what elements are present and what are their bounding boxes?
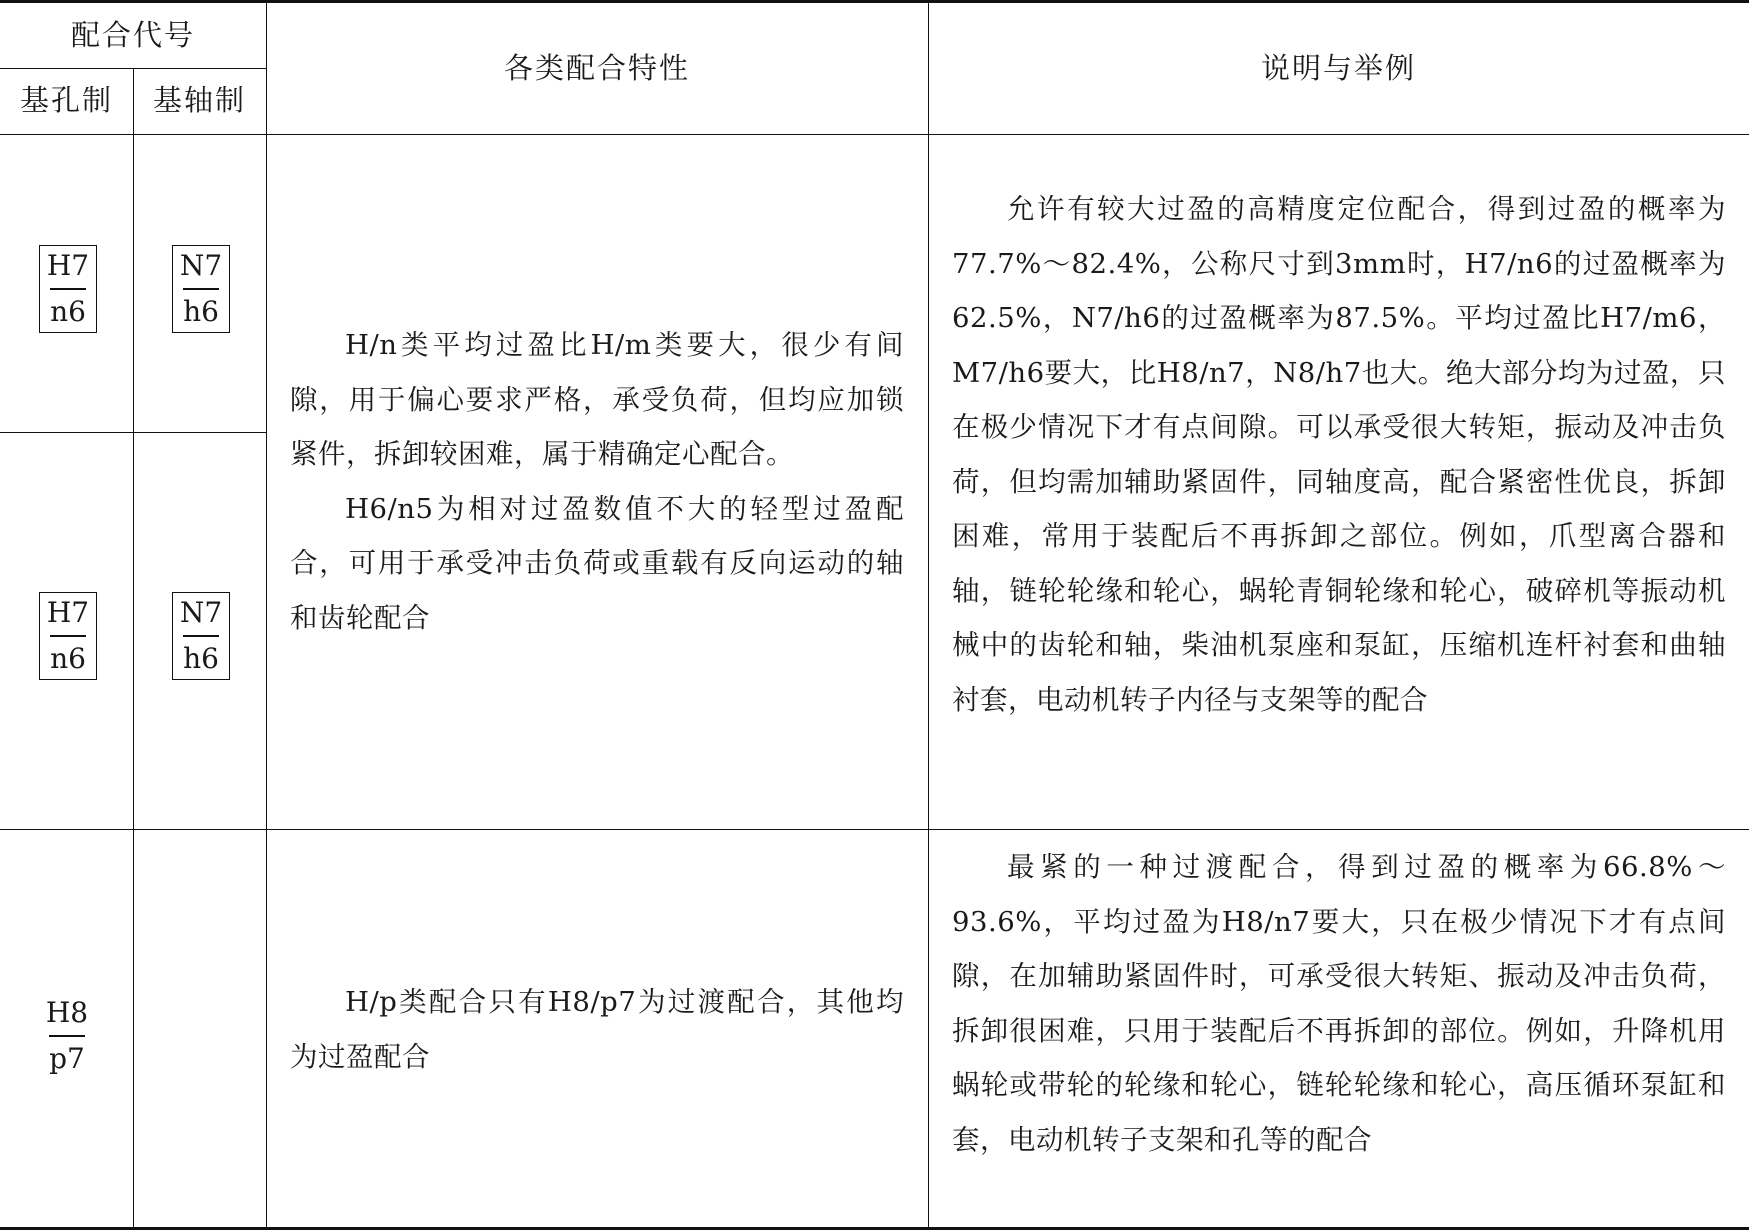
description-group-2: 最紧的一种过渡配合，得到过盈的概率为66.8%～93.6%，平均过盈为H8/n7要大，只在极少情况下才有点间隙，在加辅助紧固件时，可承受很大转矩、振动及冲击负荷，拆卸很困难，只用于装配后不再拆卸的部位。例如，升降机用蜗轮或带轮的轮缘和轮心，链轮轮缘和轮心，高压循环泵缸和套，电动机转子支架和孔等的配合 <box>952 851 1726 1156</box>
col-line-3 <box>928 0 929 1230</box>
group-split-line <box>0 829 1749 830</box>
col-line-2 <box>266 0 267 1230</box>
characteristics-group-1: H/n类平均过盈比H/m类要大，很少有间隙，用于偏心要求严格，承受负荷，但均应加锁紧件，拆卸较困难，属于精确定心配合。 H6/n5为相对过盈数值不大的轻型过盈配合，可用于承受冲击负荷或重载有反向运动的轴和齿轮配合 <box>290 329 904 634</box>
fit-code-h7-n6: H7 n6 <box>39 245 97 333</box>
top-border <box>0 0 1749 3</box>
fit-code-h8-p7: H8 p7 <box>45 996 89 1075</box>
header-hole-basis: 基孔制 <box>19 83 113 117</box>
header-bottom-line <box>0 134 1749 135</box>
fit-code-n7-h6: N7 h6 <box>172 592 230 680</box>
description-group-1: 允许有较大过盈的高精度定位配合，得到过盈的概率为77.7%～82.4%，公称尺寸到3mm时，H7/n6的过盈概率为62.5%，N7/h6的过盈概率为87.5%。平均过盈比H7/m6，M7/h6要大，比H8/n7，N8/h7也大。绝大部分均为过盈，只在极少情况下才有点间隙。可以承受很大转矩，振动及冲击负荷，但均需加辅助紧固件，同轴度高，配合紧密性优良，拆卸困难，常用于装配后不再拆卸之部位。例如，爪型离合器和轴，链轮轮缘和轮心，蜗轮青铜轮缘和轮心，破碎机等振动机械中的齿轮和轴，柴油机泵座和泵缸，压缩机连杆衬套和曲轴衬套，电动机转子内径与支架等的配合 <box>952 193 1726 716</box>
header-shaft-basis: 基轴制 <box>152 83 246 117</box>
characteristics-group-2: H/p类配合只有H8/p7为过渡配合，其他均为过盈配合 <box>290 986 904 1073</box>
fit-code-h7-n6: H7 n6 <box>39 592 97 680</box>
header-fit-code: 配合代号 <box>70 18 195 52</box>
fit-code-n7-h6: N7 h6 <box>172 245 230 333</box>
col-line-1 <box>133 68 134 1230</box>
header-characteristics: 各类配合特性 <box>503 51 690 85</box>
header-description: 说明与举例 <box>1260 51 1416 85</box>
